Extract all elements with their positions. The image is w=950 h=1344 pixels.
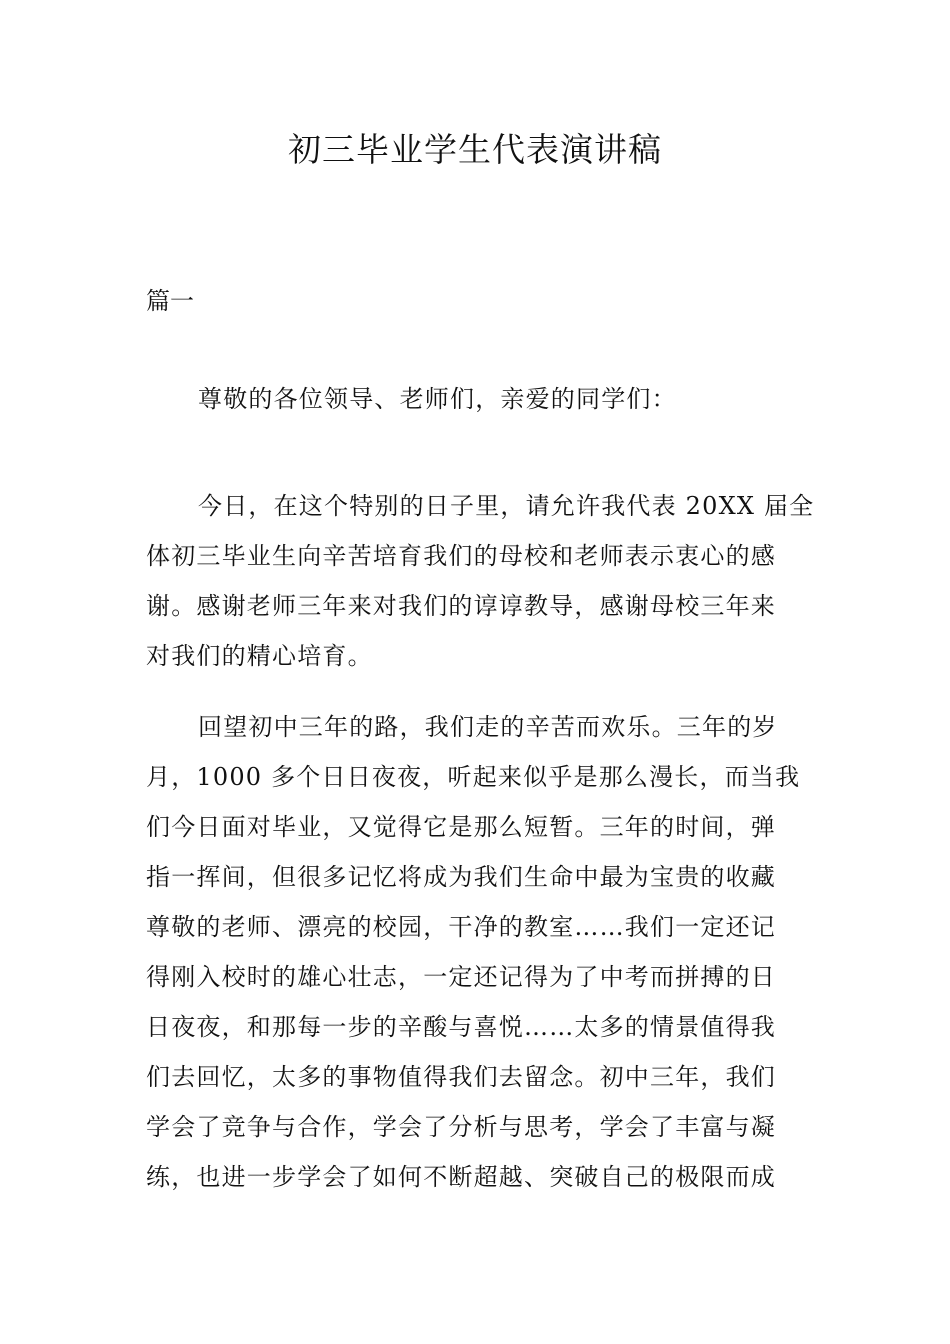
paragraph-line: 指一挥间，但很多记忆将成为我们生命中最为宝贵的收藏 — [146, 863, 776, 891]
paragraph-line: 体初三毕业生向辛苦培育我们的母校和老师表示衷心的感 — [146, 542, 776, 570]
paragraph-line: 们去回忆，太多的事物值得我们去留念。初中三年，我们 — [146, 1063, 776, 1091]
paragraph-line: 尊敬的老师、漂亮的校园，干净的教室……我们一定还记 — [146, 913, 776, 941]
paragraph-line: 今日，在这个特别的日子里，请允许我代表 20XX 届全 — [198, 492, 815, 520]
paragraph-line: 学会了竞争与合作，学会了分析与思考，学会了丰富与凝 — [146, 1113, 776, 1141]
paragraph-line: 谢。感谢老师三年来对我们的谆谆教导，感谢母校三年来 — [146, 592, 776, 620]
paragraph-1 — [146, 481, 826, 681]
section-label: 篇一 — [146, 287, 194, 315]
paragraph-line: 们今日面对毕业，又觉得它是那么短暂。三年的时间，弹 — [146, 813, 776, 841]
paragraph-line: 日夜夜，和那每一步的辛酸与喜悦……太多的情景值得我 — [146, 1013, 776, 1041]
paragraph-line: 对我们的精心培育。 — [146, 642, 373, 670]
paragraph-line: 月，1000 多个日日夜夜，听起来似乎是那么漫长，而当我 — [146, 763, 801, 791]
paragraph-line: 回望初中三年的路，我们走的辛苦而欢乐。三年的岁 — [198, 713, 778, 741]
paragraph-line: 得刚入校时的雄心壮志，一定还记得为了中考而拼搏的日 — [146, 963, 776, 991]
paragraph-2 — [146, 702, 826, 1202]
salutation: 尊敬的各位领导、老师们，亲爱的同学们： — [198, 385, 677, 413]
document-title: 初三毕业学生代表演讲稿 — [288, 130, 662, 169]
paragraph-line: 练，也进一步学会了如何不断超越、突破自己的极限而成 — [146, 1163, 776, 1191]
